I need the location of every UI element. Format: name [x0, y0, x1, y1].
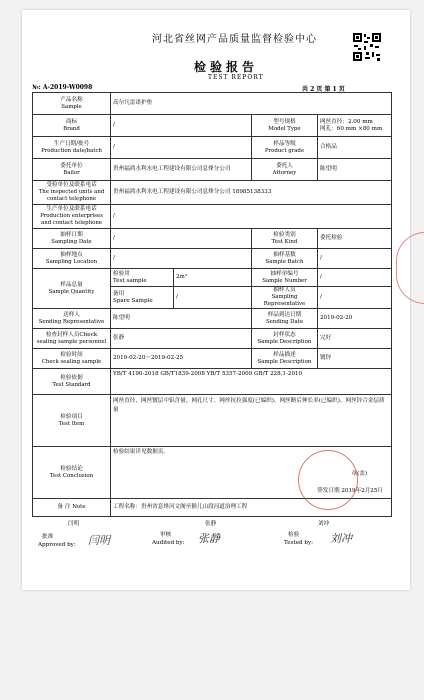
- label-spare-sample: 备用 Spare Sample: [111, 287, 174, 309]
- row-product-name: [33, 93, 392, 115]
- label-test-standard: 检验依据 Test Standard: [33, 369, 111, 395]
- row-sampling-location: [33, 249, 392, 269]
- report-title-en: TEST REPORT: [208, 74, 264, 81]
- value-sampling-rep: /: [318, 287, 392, 309]
- label-attorney: 委托人 Attorney: [252, 159, 318, 181]
- value-bailor: 贵州福鸿水利水电工程建设有限公司息烽分公司: [111, 159, 252, 181]
- value-sending-rep: 陈望明: [111, 309, 252, 329]
- report-number: №: A-2019-W0098: [32, 84, 93, 91]
- value-attorney: 陈望明: [318, 159, 392, 181]
- inspection-seal-stamp: [298, 450, 358, 510]
- label-check-personnel: 检查封样人员Check sealing sample personnel: [33, 329, 111, 349]
- row-test-item: [33, 395, 392, 447]
- sign-date: 签发日期 2019年2月25日: [317, 488, 384, 494]
- label-production-enterprises: 生产单位及联系电话 Production enterprises and contact telephone: [33, 205, 111, 229]
- label-check-time: 检验时间 Check sealing sample: [33, 349, 111, 369]
- label-sending-rep: 送样人 Sending Representative: [33, 309, 111, 329]
- report-title: 检验报告: [194, 60, 259, 74]
- tester-signature: 刘冲: [330, 532, 352, 545]
- seal-text: 章(盖): [351, 471, 368, 477]
- approver-signature: 闫明: [88, 534, 110, 547]
- approved-label-cn: 批准: [42, 534, 54, 540]
- label-test-item: 检验项目 Test Item: [33, 395, 111, 447]
- value-sample-describe: 镀锌: [318, 349, 392, 369]
- label-production-date: 生产日期/批号 Production date/batch: [33, 137, 111, 159]
- label-brand: 商标 Brand: [33, 115, 111, 137]
- value-test-kind: 委托检验: [318, 229, 392, 249]
- approved-label-en: Approved by:: [38, 542, 76, 548]
- value-spare-sample: /: [174, 287, 252, 309]
- auditor-signature: 张静: [198, 532, 220, 545]
- approver-name: 闫明: [68, 521, 80, 527]
- label-test-kind: 检验类别 Test Kind: [252, 229, 318, 249]
- row-check-personnel: [33, 329, 392, 349]
- value-inspected-units: 贵州福鸿水利水电工程建设有限公司息烽分公司 18985138333: [111, 181, 392, 205]
- conclusion-text: 检验结果详见数据页。: [113, 449, 169, 455]
- value-production-enterprises: /: [111, 205, 392, 229]
- audited-label-cn: 审核: [160, 532, 172, 538]
- value-sampling-date: /: [111, 229, 252, 249]
- auditor-name: 张静: [205, 521, 217, 527]
- label-test-conclusion: 检验结论 Test Conclusion: [33, 447, 111, 499]
- label-sample-description: 封样状态 Sample Description: [252, 329, 318, 349]
- label-sending-date: 样品到达日期 Sending Date: [252, 309, 318, 329]
- row-inspected-units: [33, 181, 392, 205]
- label-sample-quantity: 样品总量 Sample Quantity: [33, 269, 111, 309]
- value-test-item: 网丝直径、网丝镀层中铝含量、网孔尺寸、网丝抗拉强度(已编织)、网丝断后伸长率(已编织)、网丝锌合金层质量: [111, 395, 392, 447]
- qr-code-icon: [352, 32, 382, 62]
- value-model: 网丝直径：2.00 mm 网孔：60 mm ×80 mm: [318, 115, 392, 137]
- value-test-standard: YB/T 4190-2018 GB/T1839-2008 YB/T 5357-2009 GB/T 228.1-2010: [111, 369, 392, 395]
- value-note: 工程名称：贵州省息烽河文阁至猴儿山段河道治理工程: [111, 499, 392, 517]
- value-sample-number: /: [318, 269, 392, 287]
- tested-label-en: Tested by:: [284, 540, 314, 546]
- label-inspected-units: 受检单位及联系电话 The inspected units and contact telephone: [33, 181, 111, 205]
- value-product-grade: 合格品: [318, 137, 392, 159]
- value-sample-batch: /: [318, 249, 392, 269]
- label-product-name: 产品名称 Sample: [33, 93, 111, 115]
- label-sampling-rep: 抽样人员 Sampling Representative: [252, 287, 318, 309]
- label-bailor: 委托单位 Bailor: [33, 159, 111, 181]
- value-production-date: /: [111, 137, 252, 159]
- label-test-sample: 检验用 Test sample: [111, 269, 174, 287]
- row-production-enterprises: [33, 205, 392, 229]
- label-product-grade: 样品等级 Product grade: [252, 137, 318, 159]
- value-sending-date: 2019-02-20: [318, 309, 392, 329]
- label-sample-batch: 抽样基数 Sample Batch: [252, 249, 318, 269]
- row-production-date: [33, 137, 392, 159]
- tested-label-cn: 检验: [288, 532, 300, 538]
- label-sample-number: 抽样单编号 Sample Number: [252, 269, 318, 287]
- page-info: 共 2 页 第 1 页: [302, 86, 345, 93]
- row-test-standard: [33, 369, 392, 395]
- row-bailor: [33, 159, 392, 181]
- row-check-time: [33, 349, 392, 369]
- row-sampling-date: [33, 229, 392, 249]
- label-note: 备 注 Note: [33, 499, 111, 517]
- value-sample-description: 完好: [318, 329, 392, 349]
- row-sample-quantity-a: [33, 269, 392, 287]
- value-sampling-location: /: [111, 249, 252, 269]
- label-model: 型号规格 Model Type: [252, 115, 318, 137]
- tester-name: 刘冲: [318, 521, 330, 527]
- value-check-time: 2019-02-20～2019-02-25: [111, 349, 252, 369]
- value-check-personnel: 张静: [111, 329, 252, 349]
- value-product-name: 高尔凡雷诺护垫: [111, 93, 392, 115]
- label-sampling-location: 抽样地点 Sampling Location: [33, 249, 111, 269]
- org-title: 河北省丝网产品质量监督检验中心: [152, 34, 317, 45]
- audited-label-en: Audited by:: [152, 540, 185, 546]
- row-sending-rep: [33, 309, 392, 329]
- value-test-sample: 2m²: [174, 269, 252, 287]
- label-sample-describe: 样品描述 Sample Description: [252, 349, 318, 369]
- label-sampling-date: 抽样日期 Sampling Date: [33, 229, 111, 249]
- value-brand: /: [111, 115, 252, 137]
- row-brand: [33, 115, 392, 137]
